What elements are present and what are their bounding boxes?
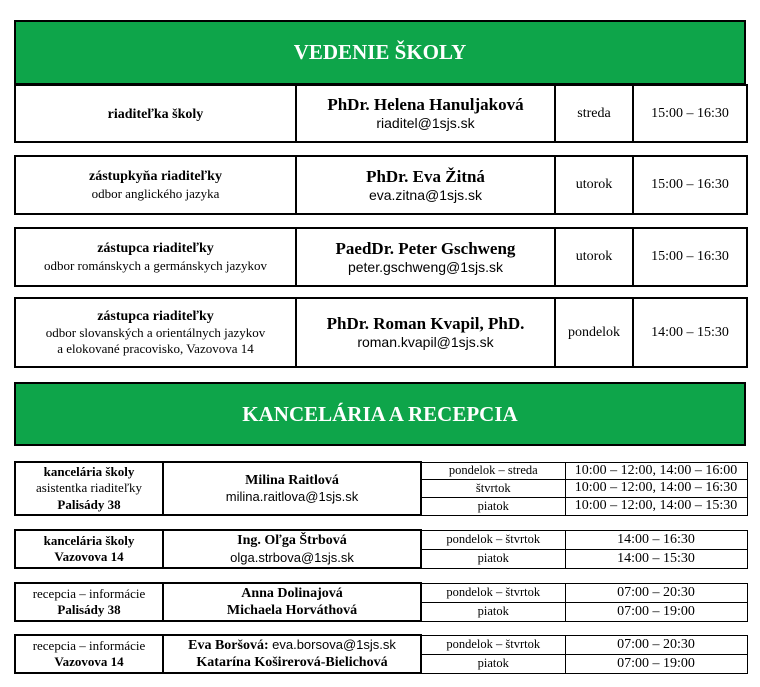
person-email[interactable]: olga.strbova@1sjs.sk: [230, 549, 354, 565]
role-title: zástupca riaditeľky: [97, 241, 214, 257]
office-day: streda: [555, 85, 633, 142]
office-time: 07:00 – 20:30: [565, 583, 747, 602]
person-name: PhDr. Roman Kvapil, PhD.: [326, 314, 525, 334]
office-day: piatok: [421, 654, 565, 673]
office-day: pondelok – štvrtok: [421, 583, 565, 602]
person-cell: [296, 298, 555, 367]
management-row-2: [14, 155, 748, 215]
office-person-cell: [163, 530, 421, 568]
person-email[interactable]: eva.zitna@1sjs.sk: [368, 186, 483, 203]
office-time: 07:00 – 19:00: [565, 602, 747, 621]
role-department: odbor anglického jazyka: [91, 185, 220, 201]
office-person-cell: [163, 462, 421, 515]
person-email[interactable]: riaditel@1sjs.sk: [376, 115, 475, 132]
vedenie-header: [14, 20, 746, 85]
management-row-1: [14, 84, 748, 143]
office-day: pondelok: [555, 298, 633, 367]
office-block-4: [14, 634, 748, 674]
office-time: 14:00 – 16:30: [565, 530, 747, 549]
office-label: kancelária školy: [43, 532, 135, 548]
office-sublabel: asistentka riaditeľky: [36, 480, 142, 496]
office-time: 15:00 – 16:30: [633, 156, 747, 214]
office-block-2: [14, 529, 748, 569]
office-time: 14:00 – 15:30: [633, 298, 747, 367]
person-cell: [296, 85, 555, 142]
kancelaria-title: KANCELÁRIA A RECEPCIA: [242, 401, 518, 426]
office-day: pondelok – štvrtok: [421, 530, 565, 549]
person-cell: [296, 156, 555, 214]
role-cell: [15, 156, 296, 214]
person-name: PaedDr. Peter Gschweng: [335, 238, 516, 258]
office-day: pondelok – streda: [421, 462, 565, 480]
office-time: 14:00 – 15:30: [565, 549, 747, 568]
role-department: a elokované pracovisko, Vazovova 14: [57, 341, 254, 357]
office-time: 15:00 – 16:30: [633, 85, 747, 142]
office-address: Vazovova 14: [54, 654, 124, 669]
person-email[interactable]: milina.raitlova@1sjs.sk: [225, 489, 359, 505]
office-address: Palisády 38: [57, 602, 121, 617]
person-name: Katarína Koširerová-Bielichová: [196, 655, 388, 670]
office-day: štvrtok: [421, 480, 565, 498]
person-name: PhDr. Helena Hanuljaková: [327, 95, 524, 115]
role-title: zástupkyňa riaditeľky: [89, 169, 222, 185]
office-time: 10:00 – 12:00, 14:00 – 15:30: [565, 497, 747, 515]
office-person-cell: [163, 583, 421, 621]
role-cell: [15, 298, 296, 367]
person-email[interactable]: eva.borsova@1sjs.sk: [272, 636, 396, 652]
office-person-cell: [163, 635, 421, 673]
role-department: odbor slovanských a orientálnych jazykov: [45, 325, 266, 340]
person-name: Milina Raitlová: [245, 472, 339, 488]
office-time: 15:00 – 16:30: [633, 228, 747, 286]
office-label: kancelária školy: [43, 464, 135, 480]
office-time: 07:00 – 20:30: [565, 635, 747, 654]
office-address: Vazovova 14: [54, 549, 124, 564]
office-label-cell: [15, 530, 163, 568]
office-label-cell: [15, 635, 163, 673]
person-name: PhDr. Eva Žitná: [366, 166, 485, 186]
office-day: pondelok – štvrtok: [421, 635, 565, 654]
office-block-1: [14, 461, 748, 516]
management-row-4: [14, 297, 748, 368]
role-title: riaditeľka školy: [107, 106, 204, 122]
person-name: Eva Boršová:: [188, 637, 269, 653]
office-day: piatok: [421, 602, 565, 621]
office-day: utorok: [555, 228, 633, 286]
person-email[interactable]: peter.gschweng@1sjs.sk: [347, 258, 504, 275]
office-day: piatok: [421, 497, 565, 515]
office-block-3: [14, 582, 748, 622]
office-time: 10:00 – 12:00, 14:00 – 16:30: [565, 480, 747, 498]
office-address: Palisády 38: [57, 496, 121, 512]
office-label-cell: [15, 462, 163, 515]
office-day: utorok: [555, 156, 633, 214]
office-time: 07:00 – 19:00: [565, 654, 747, 673]
office-label-cell: [15, 583, 163, 621]
office-label: recepcia – informácie: [32, 585, 146, 601]
person-email[interactable]: roman.kvapil@1sjs.sk: [357, 334, 494, 351]
person-name: Ing. Oľga Štrbová: [237, 533, 347, 549]
role-title: zástupca riaditeľky: [97, 308, 214, 324]
management-row-3: [14, 227, 748, 287]
role-cell: [15, 228, 296, 286]
kancelaria-header: [14, 382, 746, 446]
role-department: odbor románskych a germánskych jazykov: [43, 257, 268, 273]
person-cell: [296, 228, 555, 286]
office-day: piatok: [421, 549, 565, 568]
role-cell: [15, 85, 296, 142]
person-name: Anna Dolinajová: [241, 585, 343, 601]
vedenie-title: VEDENIE ŠKOLY: [293, 40, 467, 64]
person-name: Michaela Horváthová: [226, 603, 358, 618]
office-label: recepcia – informácie: [32, 637, 146, 653]
office-time: 10:00 – 12:00, 14:00 – 16:00: [565, 462, 747, 480]
